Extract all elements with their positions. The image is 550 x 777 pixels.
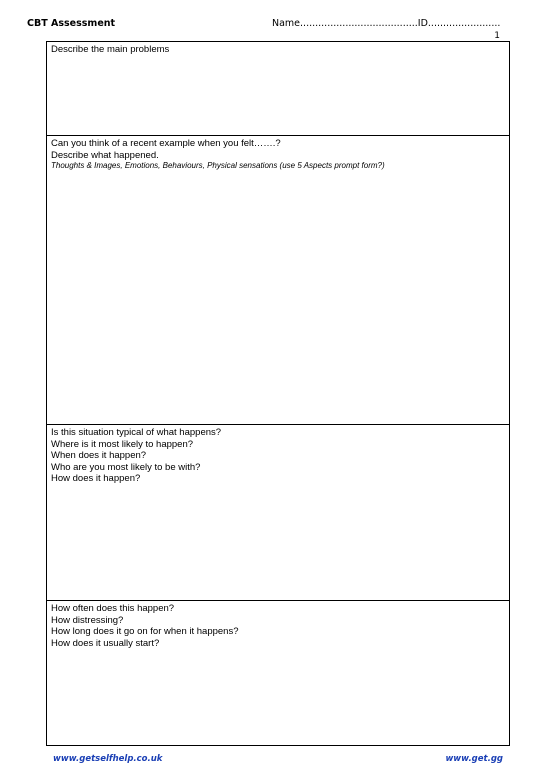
section-frequency[interactable]	[47, 600, 509, 745]
prompt-describe-what-happened: Describe what happened.	[51, 149, 159, 161]
name-id-fields: Name.......................................ID........................	[272, 18, 501, 29]
prompt-when: When does it happen?	[51, 450, 147, 461]
prompt-how-long: How long does it go on for when it happens?	[51, 626, 239, 637]
footer-link-getselfhelp[interactable]: www.getselfhelp.co.uk	[53, 754, 163, 764]
prompt-five-aspects-note: Thoughts & Images, Emotions, Behaviours, Physical sensations (use 5 Aspects prompt form?)	[51, 161, 385, 170]
section-recent-example[interactable]	[47, 135, 509, 424]
section-typical-situation[interactable]	[47, 424, 509, 600]
prompt-main-problems: Describe the main problems	[51, 44, 170, 55]
prompt-how-start: How does it usually start?	[51, 637, 160, 649]
assessment-form	[46, 41, 510, 746]
section-main-problems[interactable]	[47, 42, 509, 135]
prompt-how-distressing: How distressing?	[51, 614, 124, 626]
prompt-who: Who are you most likely to be with?	[51, 461, 201, 473]
prompt-how: How does it happen?	[51, 473, 141, 484]
prompt-typical: Is this situation typical of what happens?	[51, 427, 222, 438]
page-number: 1	[494, 31, 500, 41]
document-title: CBT Assessment	[27, 18, 116, 29]
prompt-recent-example: Can you think of a recent example when you felt…….?	[51, 138, 281, 149]
footer-link-getgg[interactable]: www.get.gg	[445, 754, 503, 764]
prompt-where: Where is it most likely to happen?	[51, 438, 194, 450]
prompt-how-often: How often does this happen?	[51, 603, 175, 614]
